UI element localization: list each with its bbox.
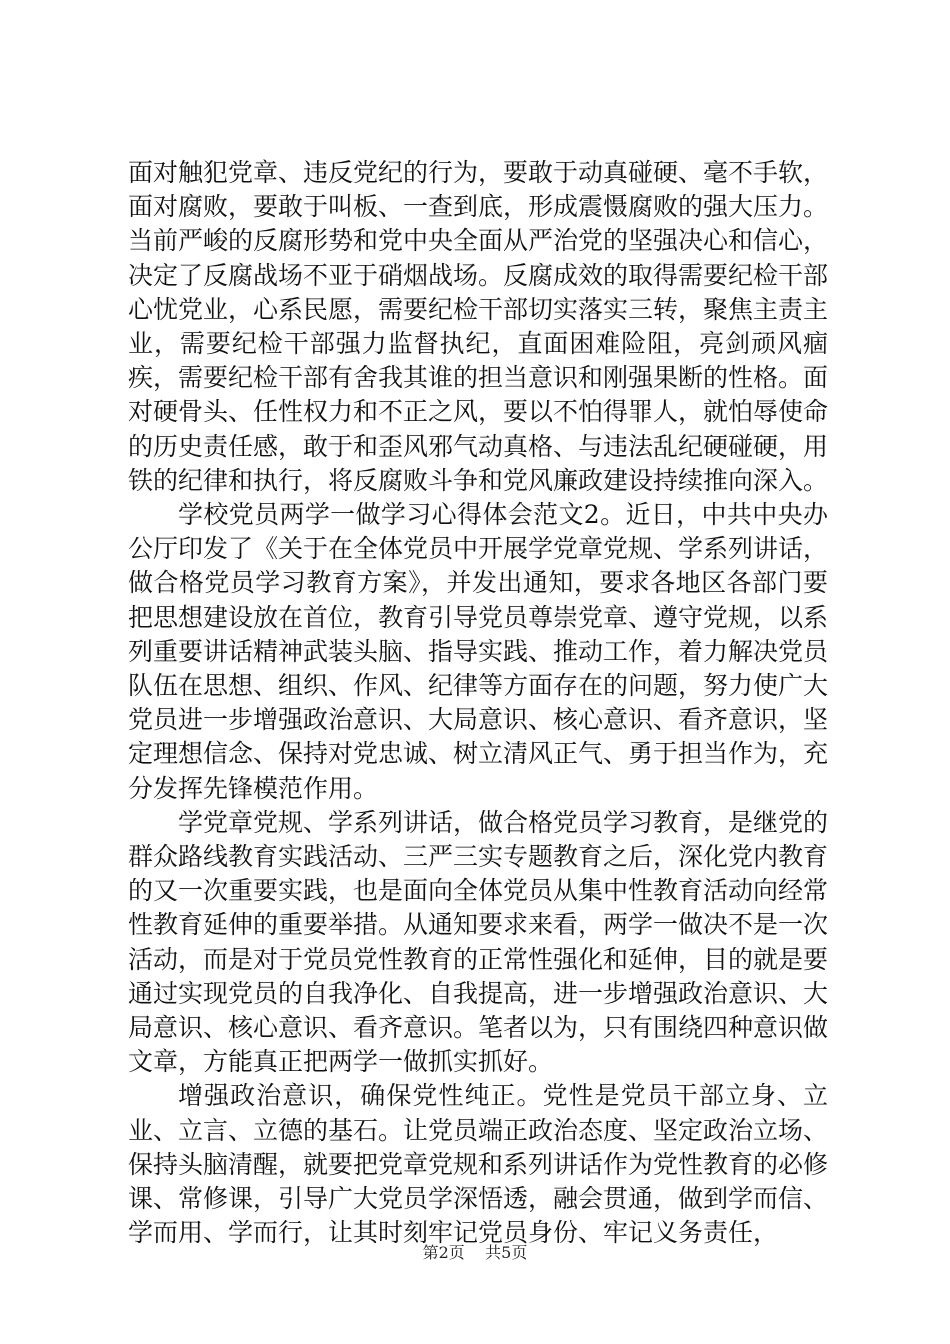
paragraph-4: 增强政治意识，确保党性纯正。党性是党员干部立身、立业、立言、立德的基石。让党员端正政治态度、坚定政治立场、保持头脑清醒，就要把党章党规和系列讲话作为党性教育的必修课、常修课，引导广大党员学深悟透，融会贯通，做到学而信、学而用、学而行，让其时刻牢记党员身份、牢记义务责任， xyxy=(128,1081,829,1248)
document-body xyxy=(128,156,828,1251)
paragraph-2: 学校党员两学一做学习心得体会范文2。近日，中共中央办公厅印发了《关于在全体党员中开展学党章党规、学系列讲话，做合格党员学习教育方案》，并发出通知，要求各地区各部门要把思想建设放在首位，教育引导党员尊崇党章、遵守党规，以系列重要讲话精神武装头脑、指导实践、推动工作，着力解决党员队伍在思想、组织、作风、纪律等方面存在的问题，努力使广大党员进一步增强政治意识、大局意识、核心意识、看齐意识，坚定理想信念、保持对党忠诚、树立清风正气、勇于担当作为，充分发挥先锋模范作用。 xyxy=(128,500,829,803)
page-footer xyxy=(0,1243,950,1263)
page-number: 第2页 xyxy=(422,1243,465,1262)
paragraph-1: 面对触犯党章、违反党纪的行为，要敢于动真碰硬、毫不手软，面对腐败，要敢于叫板、一查到底，形成震慑腐败的强大压力。当前严峻的反腐形势和党中央全面从严治党的坚强决心和信心，决定了反腐战场不亚于硝烟战场。反腐成效的取得需要纪检干部心忧党业，心系民愿，需要纪检干部切实落实三转，聚焦主责主业，需要纪检干部强力监督执纪，直面困难险阻，亮剑顽风痼疾，需要纪检干部有舍我其谁的担当意识和刚强果断的性格。面对硬骨头、任性权力和不正之风，要以不怕得罪人，就怕辱使命的历史责任感，敢于和歪风邪气动真格、与违法乱纪硬碰硬，用铁的纪律和执行，将反腐败斗争和党风廉政建设持续推向深入。 xyxy=(128,158,829,495)
paragraph-3: 学党章党规、学系列讲话，做合格党员学习教育，是继党的群众路线教育实践活动、三严三实专题教育之后，深化党内教育的又一次重要实践，也是面向全体党员从集中性教育活动向经常性教育延伸的重要举措。从通知要求来看，两学一做决不是一次活动，而是对于党员党性教育的正常性强化和延伸，目的就是要通过实现党员的自我净化、自我提高，进一步增强政治意识、大局意识、核心意识、看齐意识。笔者以为，只有围绕四种意识做文章，方能真正把两学一做抓实抓好。 xyxy=(128,807,829,1077)
page-total: 共5页 xyxy=(485,1243,528,1262)
page-separator xyxy=(470,1243,480,1262)
